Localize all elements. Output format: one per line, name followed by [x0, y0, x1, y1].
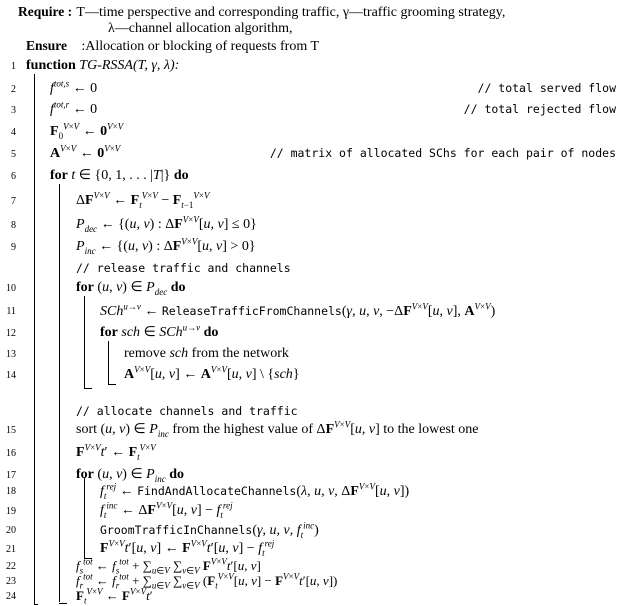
require-label: Require : [18, 4, 73, 19]
comment-total-rejected: // total rejected flow [463, 102, 616, 116]
line-24 [0, 588, 624, 604]
line-14 [0, 364, 624, 387]
line-number: 18 [6, 486, 16, 497]
comment-release: // release traffic and channels [76, 261, 291, 275]
line-number: 2 [11, 84, 16, 95]
line-number: 6 [11, 171, 16, 182]
line-6-code: for t ∈ {0, 1, . . . |T|} do [50, 168, 189, 183]
comment-allocate: // allocate channels and traffic [76, 404, 298, 418]
require-line-2 [108, 20, 292, 37]
keyword-for: for [76, 280, 94, 295]
line-3-code: $f^{tot,r}$ ← 0 [50, 99, 98, 117]
function-block-end [34, 604, 38, 605]
line-21-code: $F^{V\times V}t'[u$, v] ← $F^{V\times V}t'[u$, $v] - f_t^{rej}$ [100, 538, 275, 558]
line-number: 17 [6, 470, 16, 481]
line-13 [0, 343, 624, 366]
release-for-bar [84, 296, 85, 388]
line-number: 22 [6, 561, 16, 572]
line-2 [0, 78, 624, 101]
line-5 [0, 143, 624, 166]
line-24-code: $F_t^{V\times V}$ ← $F^{V\times V}t'$ [76, 586, 153, 606]
line-20-code: GroomTrafficInChannels(γ, u, v, $f_t^{inc}$) [100, 520, 319, 540]
line-number: 19 [6, 506, 16, 517]
line-16-code: $F^{V\times V}t'$ ← $F_t^{V\times V}$ [76, 442, 156, 462]
line-number: 1 [11, 61, 16, 72]
release-for-end [84, 388, 92, 389]
line-number: 5 [11, 149, 16, 160]
line-12-code: for sch ∈ SCh$^{u\to v}$ do [100, 322, 219, 340]
inner-for-end [108, 384, 116, 385]
keyword-function: function [26, 58, 76, 73]
line-12 [0, 322, 624, 345]
require-line [18, 4, 505, 21]
keyword-do: do [169, 467, 184, 482]
keyword-for: for [76, 467, 94, 482]
line-number: 7 [11, 196, 16, 207]
function-block-bar [34, 74, 35, 604]
keyword-do: do [170, 280, 186, 295]
function-signature: TG-RSSA(T, γ, λ): [79, 58, 180, 73]
line-11 [0, 300, 624, 323]
line-4-code: $F_0^{V\times V}$ ← $0^{V\times V}$ [50, 121, 124, 141]
line-number: 8 [11, 220, 16, 231]
line-6 [0, 165, 624, 188]
allocate-for-bar [84, 478, 85, 558]
keyword-for: for [50, 168, 68, 183]
line-7-code: $\Delta F^{V\times V}$ ← $F_t^{V\times V} - F_{t-1}^{V\times V}$ [76, 190, 210, 210]
line-8 [0, 214, 624, 237]
line-8-code: $P_{dec}$ ← {(u, v) : $\Delta F^{V\times V}[u$, v] ≤ 0} [76, 214, 257, 234]
line-number: 20 [6, 525, 16, 536]
keyword-do: do [203, 325, 219, 340]
line-2-code: $f^{tot,s}$ ← 0 [50, 78, 98, 96]
ensure-text: :Allocation or blocking of requests from T [81, 39, 320, 54]
inner-for-bar [108, 341, 109, 384]
line-1-code [26, 57, 179, 75]
line-22-code: $f_s^{tot}$ ← $f_s^{tot} + \sum_{u\in V}$ $\sum_{v\in V}$ $F^{V\times V}t'[u$, v] [76, 556, 261, 576]
line-4 [0, 121, 624, 144]
line-1 [0, 55, 624, 78]
line-number: 23 [6, 576, 16, 587]
line-18-code: $f_t^{rej}$ ← FindAndAllocateChannels(λ, u, v, $\Delta F^{V\times V}[u$, v]) [100, 481, 410, 501]
line-number: 16 [6, 448, 16, 459]
line-number: 3 [11, 105, 16, 116]
line-number: 21 [6, 544, 16, 555]
line-9-code: $P_{inc}$ ← {(u, v) : $\Delta F^{V\times V}[u$, v] > 0} [76, 236, 256, 256]
comment-total-served: // total served flow [477, 81, 616, 95]
line-22 [0, 558, 624, 574]
line-number: 10 [6, 283, 16, 294]
ensure-line [26, 38, 319, 55]
line-15 [0, 419, 624, 442]
line-11-code: SCh$^{u\to v}$ ← ReleaseTrafficFromChannels(γ, u, v, $-\Delta F^{V\times V}[u$, v], $A^{V\times V}$) [100, 301, 496, 319]
line-5-code: $A^{V\times V}$ ← $0^{V\times V}$ [50, 143, 121, 161]
comment-matrix: // matrix of allocated SChs for each pair of nodes [269, 146, 616, 160]
require-text: T—time perspective and corresponding traffic, γ—traffic grooming strategy, [76, 5, 506, 20]
line-7 [0, 190, 624, 213]
ensure-label: Ensure [26, 38, 68, 53]
line-number: 14 [6, 370, 16, 381]
keyword-for: for [100, 325, 118, 340]
line-13-code: remove sch from the network [124, 346, 289, 361]
line-17-code: for (u, v) ∈ $P_{inc}$ do [76, 467, 184, 484]
line-number: 9 [11, 242, 16, 253]
line-number: 12 [6, 328, 16, 339]
require-text-2: λ—channel allocation algorithm, [108, 21, 293, 36]
line-10 [0, 277, 624, 300]
line-3 [0, 99, 624, 122]
line-number: 13 [6, 349, 16, 360]
line-number: 4 [11, 127, 16, 138]
line-15-code: sort (u, v) ∈ $P_{inc}$ from the highest value of $\Delta F^{V\times V}[u$, v] to the lowest one [76, 419, 479, 439]
keyword-do: do [173, 168, 189, 183]
line-number: 24 [6, 591, 16, 602]
line-19-code: $f_t^{inc}$ ← $\Delta F^{V\times V}[u$, $v] - f_t^{rej}$ [100, 500, 233, 520]
line-16 [0, 442, 624, 465]
line-number: 11 [6, 306, 16, 317]
outer-for-bar [59, 184, 60, 602]
line-14-code: $A^{V\times V}[u$, v] ← $A^{V\times V}[u$, v] \ {sch} [124, 364, 300, 382]
line-number: 15 [6, 425, 16, 436]
line-10-code: for (u, v) ∈ $P_{dec}$ do [76, 280, 186, 297]
comment-release-line [0, 256, 624, 279]
line-23-code: $f_r^{tot}$ ← $f_r^{tot} + \sum_{u\in V}$ $\sum_{v\in V}$ ($F_t^{V\times V}[u$, $v] - F^{V\times V}t'[u$, v]) [76, 571, 338, 591]
